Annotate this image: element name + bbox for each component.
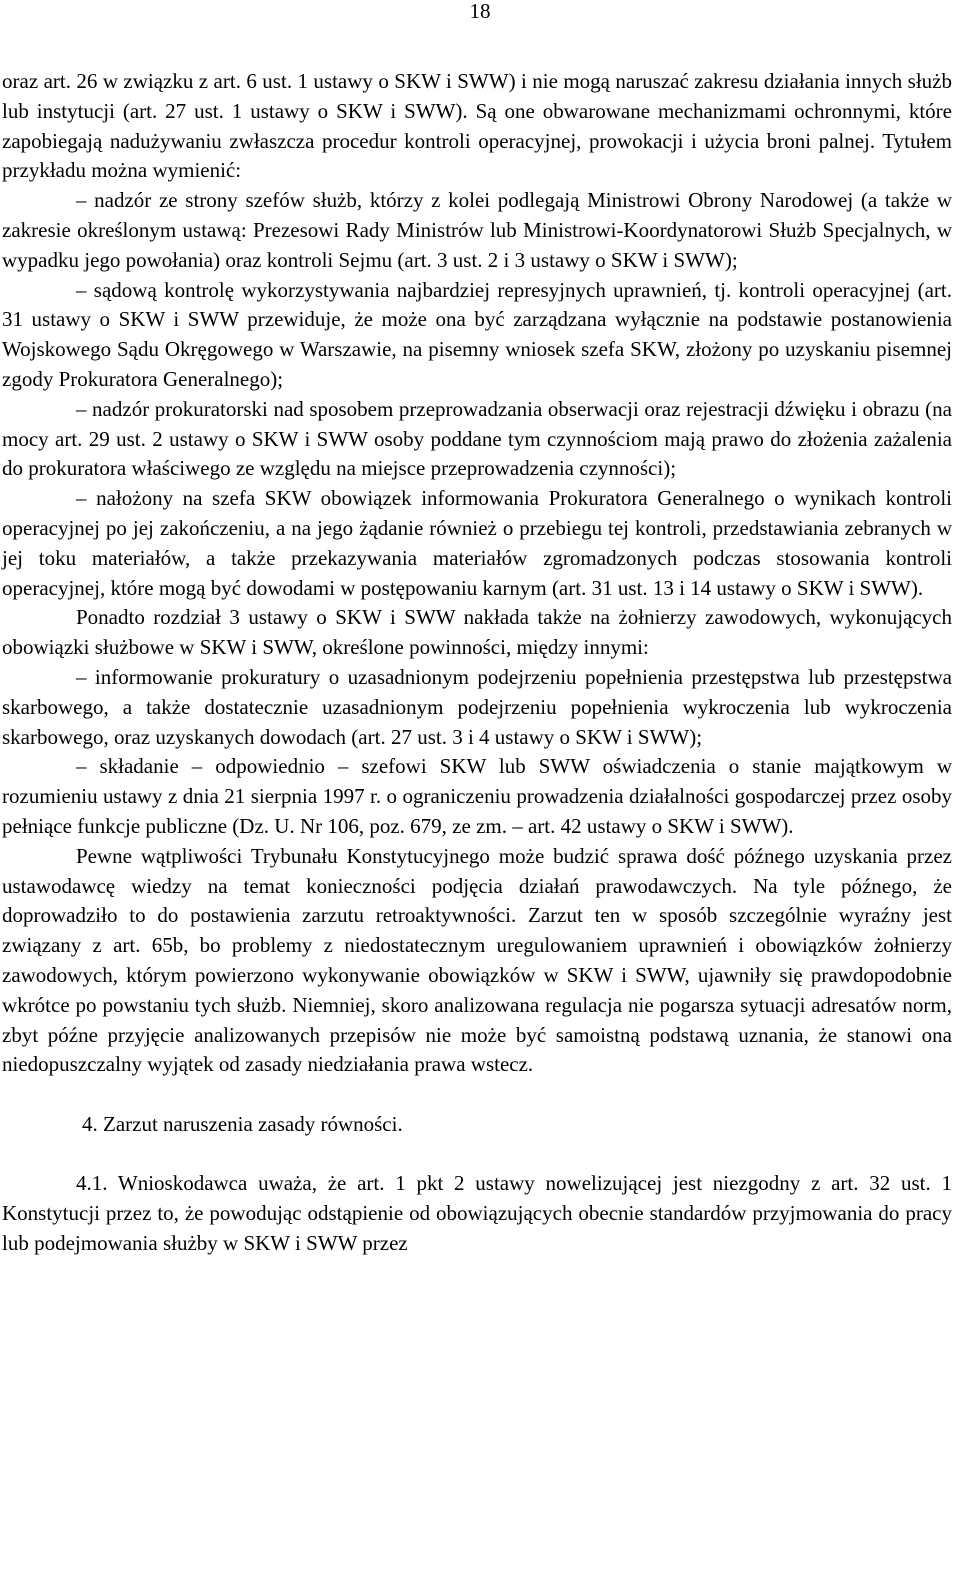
paragraph-tribunal-doubts: Pewne wątpliwości Trybunału Konstytucyjnego może budzić sprawa dość późnego uzyskania przez ustawodawcę wiedzy na temat konieczności podjęcia działań prawodawczych. Na tyle późnego, że doprowadziło to do postawienia zarzutu retroaktywności. Zarzut ten w sposób szczególnie wyraźny jest związany z art. 65b, bo problemy z niedostatecznym uregulowaniem uprawnień i obowiązków żołnierzy zawodowych, którym powierzono wykonywanie obowiązków w SKW i SWW, ujawniły się prawdopodobnie wkrótce po powstaniu tych służb. Niemniej, skoro analizowana regulacja nie pogarsza sytuacji adresatów norm, zbyt późne przyjęcie analizowanych przepisów nie może być samoistną podstawą uznania, że stanowi ona niedopuszczalny wyjątek od zasady niedziałania prawa wstecz.: [2, 843, 952, 1077]
list-item-judicial-control: – sądową kontrolę wykorzystywania najbardziej represyjnych uprawnień, tj. kontroli operacyjnej (art. 31 ustawy o SKW i SWW przewiduje, że może ona być zarządzana wyłącznie na podstawie postanowienia Wojskowego Sądu Okręgowego w Warszawie, na pisemny wniosek szefa SKW, złożony po uzyskaniu pisemnej zgody Prokuratora Generalnego);: [2, 277, 952, 391]
blank-line: [2, 1080, 952, 1110]
document-body: [2, 67, 952, 1259]
list-item-reporting-duty: – nałożony na szefa SKW obowiązek informowania Prokuratora Generalnego o wynikach kontroli operacyjnej po jej zakończeniu, a na jego żądanie również o przebiegu tej kontroli, przedstawiania zebranych w jej toku materiałów, a także przekazywania materiałów zgromadzonych podczas stosowania kontroli operacyjnej, które mogą być dowodami w postępowaniu karnym (art. 31 ust. 13 i 14 ustawy o SKW i SWW).: [2, 486, 952, 600]
list-item-asset-declaration: – składanie – odpowiednio – szefowi SKW lub SWW oświadczenia o stanie majątkowym w rozumieniu ustawy z dnia 21 sierpnia 1997 r. o ograniczeniu prowadzenia działalności gospodarczej przez osoby pełniące funkcje publiczne (Dz. U. Nr 106, poz. 679, ze zm. – art. 42 ustawy o SKW i SWW).: [2, 754, 952, 838]
section-heading-4: 4. Zarzut naruszenia zasady równości.: [82, 1111, 403, 1136]
list-item-informing-prosecution: – informowanie prokuratury o uzasadnionym podejrzeniu popełnienia przestępstwa lub przestępstwa skarbowego, a także dostatecznie uzasadnionym podejrzeniu popełnienia wykroczenia lub wykroczenia skarbowego, oraz uzyskanych dowodach (art. 27 ust. 3 i 4 ustawy o SKW i SWW);: [2, 664, 952, 749]
list-item-supervision: – nadzór ze strony szefów służb, którzy z kolei podlegają Ministrowi Obrony Narodowej (a także w zakresie określonym ustawą: Prezesowi Rady Ministrów lub Ministrowi-Koordynatorowi Służb Specjalnych, w wypadku jego powołania) oraz kontroli Sejmu (art. 3 ust. 2 i 3 ustawy o SKW i SWW);: [2, 188, 952, 272]
page-number: 18: [469, 0, 491, 23]
paragraph-chapter-3: Ponadto rozdział 3 ustawy o SKW i SWW nakłada także na żołnierzy zawodowych, wykonujących obowiązki służbowe w SKW i SWW, określone powinności, między innymi:: [2, 605, 952, 660]
list-item-prosecutor-supervision: – nadzór prokuratorski nad sposobem przeprowadzania obserwacji oraz rejestracji dźwięku i obrazu (na mocy art. 29 ust. 2 ustawy o SKW i SWW osoby poddane tym czynnościom mają prawo do złożenia zażalenia do prokuratora właściwego ze względu na miejsce przeprowadzenia czynności);: [2, 396, 952, 481]
blank-line: [2, 1140, 952, 1170]
paragraph-continuation: oraz art. 26 w związku z art. 6 ust. 1 ustawy o SKW i SWW) i nie mogą naruszać zakresu działania innych służb lub instytucji (art. 27 ust. 1 ustawy o SKW i SWW). Są one obwarowane mechanizmami ochronnymi, które zapobiegają nadużywaniu zwłaszcza procedur kontroli operacyjnej, prowokacji i użycia broni palnej. Tytułem przykładu można wymienić:: [2, 69, 952, 183]
subsection-4-1: 4.1. Wnioskodawca uważa, że art. 1 pkt 2 ustawy nowelizującej jest niezgodny z art. 32 ust. 1 Konstytucji przez to, że powodując odstąpienie od obowiązujących obecnie standardów przyjmowania do pracy lub podejmowania służby w SKW i SWW przez: [2, 1171, 952, 1256]
